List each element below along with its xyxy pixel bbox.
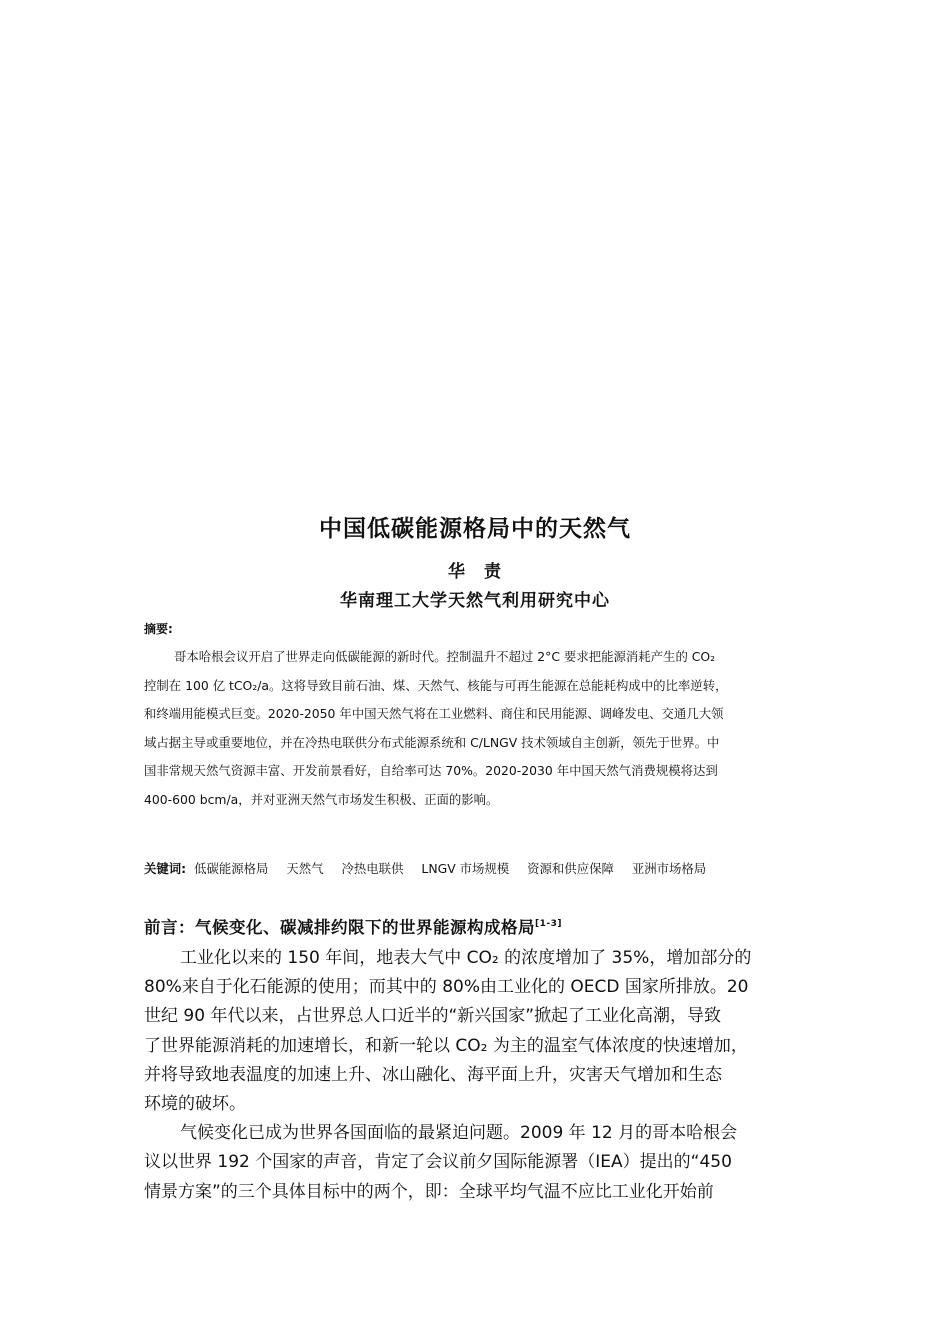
paragraph-line: 并将导致地表温度的加速上升、冰山融化、海平面上升，灾害天气增加和生态	[144, 1064, 722, 1085]
paragraph-line: 工业化以来的 150 年间，地表大气中 CO₂ 的浓度增加了 35%，增加部分的	[180, 948, 752, 968]
keyword: 低碳能源格局	[194, 861, 269, 876]
abstract-line: 和终端用能模式巨变。2020-2050 年中国天然气将在工业燃料、商住和民用能源、调峰发电、交通几大领	[144, 706, 724, 721]
abstract-line: 控制在 100 亿 tCO₂/a。这将导致目前石油、煤、天然气、核能与可再生能源在总能耗构成中的比率逆转，	[144, 677, 728, 693]
section-heading-text: 前言：气候变化、碳减排约限下的世界能源构成格局	[144, 918, 535, 937]
abstract-line: 国非常规天然气资源丰富、开发前景看好，自给率可达 70%。2020-2030 年中国天然气消费规模将达到	[144, 763, 718, 778]
keywords	[144, 859, 720, 877]
page-title: 中国低碳能源格局中的天然气	[319, 516, 631, 542]
paragraph-line: 世纪 90 年代以来，占世界总人口近半的“新兴国家”掀起了工业化高潮，导致	[144, 1006, 722, 1027]
keyword: 天然气	[286, 861, 324, 876]
paragraph-line: 了世界能源消耗的加速增长，和新一轮以 CO₂ 为主的温室气体浓度的快速增加，	[144, 1035, 748, 1056]
author-name: 华 责	[448, 562, 502, 582]
paragraph-line: 议以世界 192 个国家的声音，肯定了会议前夕国际能源署（IEA）提出的“450	[144, 1152, 732, 1173]
keyword: LNGV 市场规模	[421, 861, 510, 876]
abstract-line: 400-600 bcm/a，并对亚洲天然气市场发生积极、正面的影响。	[144, 791, 499, 807]
keywords-label: 关键词:	[144, 861, 187, 876]
keyword: 冷热电联供	[341, 861, 404, 876]
author-affiliation: 华南理工大学天然气利用研究中心	[340, 591, 610, 611]
paragraph-line: 气候变化已成为世界各国面临的最紧迫问题。2009 年 12 月的哥本哈根会	[180, 1123, 738, 1144]
keyword: 亚洲市场格局	[631, 861, 707, 876]
abstract-label: 摘要:	[144, 622, 173, 636]
body-text	[144, 944, 814, 1207]
paragraph-line: 情景方案”的三个具体目标中的两个，即：全球平均气温不应比工业化开始前	[144, 1181, 714, 1202]
abstract-line: 域占据主导或重要地位，并在冷热电联供分布式能源系统和 C/LNGV 技术领域自主创新，领先于世界。中	[144, 734, 720, 750]
paragraph-line: 环境的破坏。	[144, 1094, 246, 1115]
abstract-body	[144, 643, 814, 814]
abstract-line: 哥本哈根会议开启了世界走向低碳能源的新时代。控制温升不超过 2°C 要求把能源消耗产生的 CO₂	[174, 649, 716, 664]
paragraph-line: 80%来自于化石能源的使用；而其中的 80%由工业化的 OECD 国家所排放。20	[144, 977, 749, 998]
section-heading	[144, 914, 562, 938]
citation-ref: [1-3]	[535, 919, 562, 929]
keyword: 资源和供应保障	[527, 861, 614, 876]
